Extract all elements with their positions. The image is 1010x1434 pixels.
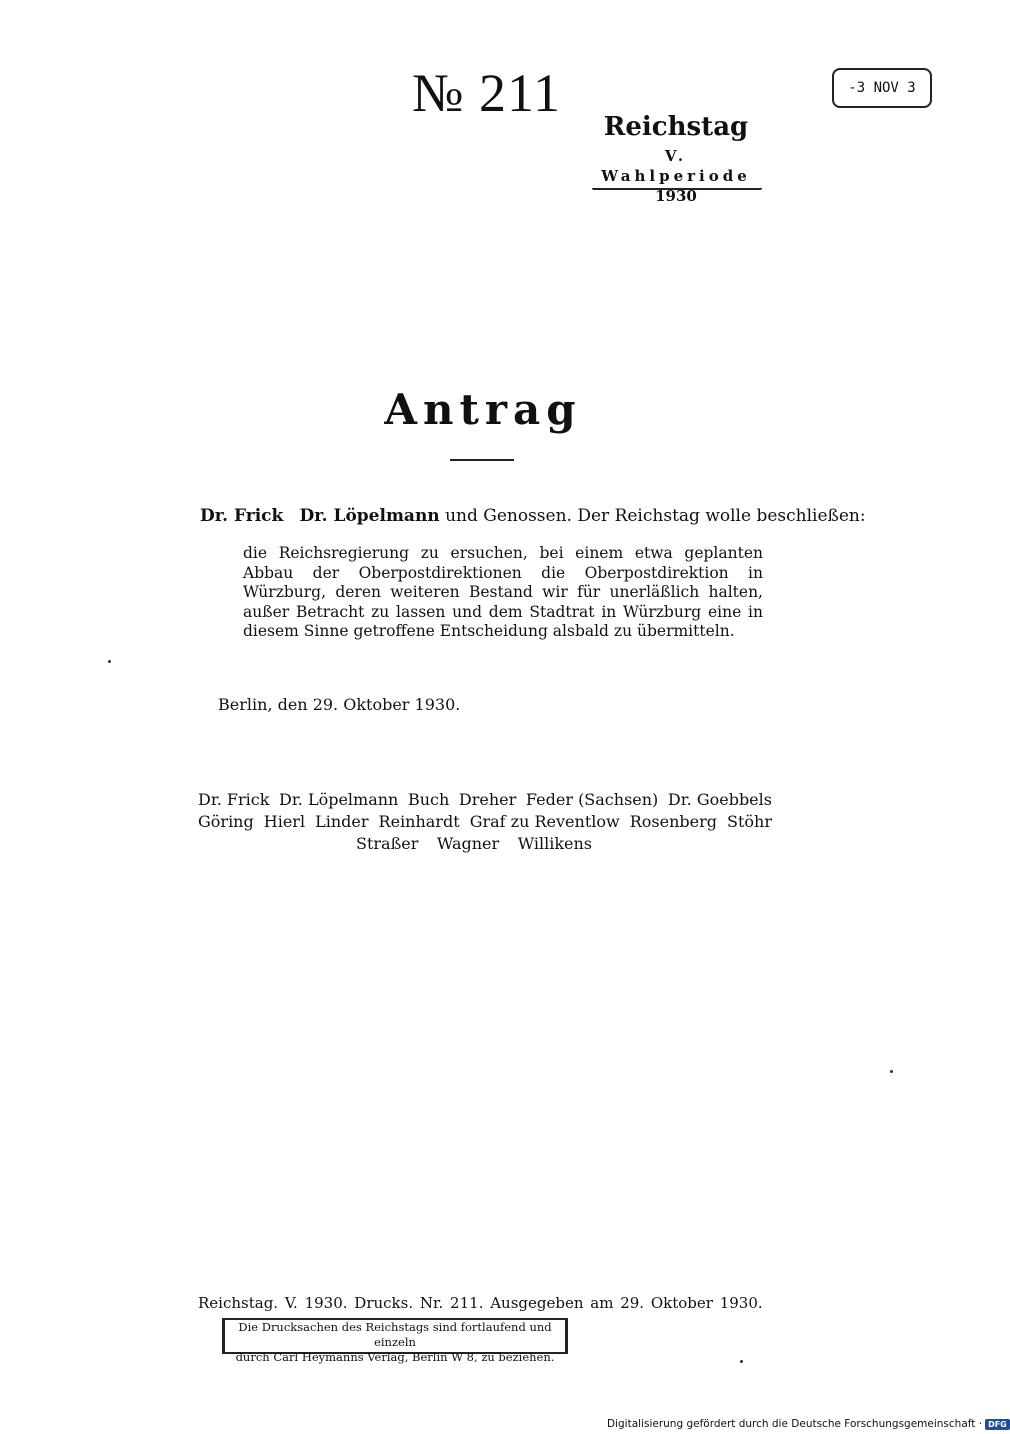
signer: Feder (Sachsen) <box>525 790 659 809</box>
stamp-text: -3 NOV 3 <box>848 80 916 96</box>
signer: Wagner <box>436 834 500 853</box>
parliament-name: Reichstag <box>603 112 749 142</box>
signer: Stöhr <box>727 812 772 831</box>
proposer-1: Dr. Frick <box>200 506 284 526</box>
title-divider <box>450 459 514 461</box>
signer: Reinhardt <box>378 812 460 831</box>
scan-speck <box>890 1070 893 1073</box>
document-title: Antrag <box>384 385 582 434</box>
signers-row-2 <box>198 812 772 831</box>
signer: Dr. Goebbels <box>667 790 772 809</box>
parliament-header <box>592 112 760 206</box>
signer: Dr. Löpelmann <box>279 790 399 809</box>
scan-speck <box>740 1360 743 1363</box>
session-year: 1930 <box>655 187 697 205</box>
proposer-2: Dr. Löpelmann <box>299 506 440 526</box>
received-stamp <box>832 68 932 108</box>
credit-text: Digitalisierung gefördert durch die Deutsche Forschungsgemeinschaft · <box>607 1418 983 1430</box>
digitization-credit <box>607 1418 1010 1430</box>
signer: Dr. Frick <box>198 790 270 809</box>
signer: Buch <box>407 790 450 809</box>
signer: Graf zu Reventlow <box>469 812 620 831</box>
motion-preamble: und Genossen. Der Reichstag wolle beschließen: <box>445 506 866 526</box>
motion-intro <box>200 505 866 527</box>
signer: Rosenberg <box>629 812 717 831</box>
notice-line-2: durch Carl Heymanns Verlag, Berlin W 8, zu beziehen. <box>235 1350 555 1364</box>
notice-line-1: Die Drucksachen des Reichstags sind fortlaufend und einzeln <box>238 1320 552 1349</box>
signer: Hierl <box>263 812 306 831</box>
distribution-notice <box>222 1318 568 1364</box>
signer: Willikens <box>517 834 592 853</box>
motion-text: die Reichsregierung zu ersuchen, bei einem etwa geplanten Abbau der Oberpostdirektionen die Oberpostdirektion in Würzburg, deren weiteren Bestand wir für unerläßlich halten, außer Betracht zu lassen und dem Stadtrat in Würzburg eine in diesem Sinne getroffene Entscheidung alsbald zu übermitteln. <box>243 544 763 640</box>
header-underline <box>592 188 762 190</box>
signer: Linder <box>315 812 369 831</box>
signer: Straßer <box>356 834 419 853</box>
document-number: № 211 <box>412 63 562 123</box>
dfg-logo-icon: DFG <box>985 1419 1010 1430</box>
signer: Göring <box>198 812 254 831</box>
date-line: Berlin, den 29. Oktober 1930. <box>218 695 461 714</box>
electoral-period: V. Wahlperiode <box>601 147 751 185</box>
print-footer: Reichstag. V. 1930. Drucks. Nr. 211. Ausgegeben am 29. Oktober 1930. <box>198 1294 763 1312</box>
signers-row-3 <box>356 834 592 853</box>
scan-speck <box>108 660 111 663</box>
signer: Dreher <box>458 790 517 809</box>
signers-row-1 <box>198 790 772 809</box>
